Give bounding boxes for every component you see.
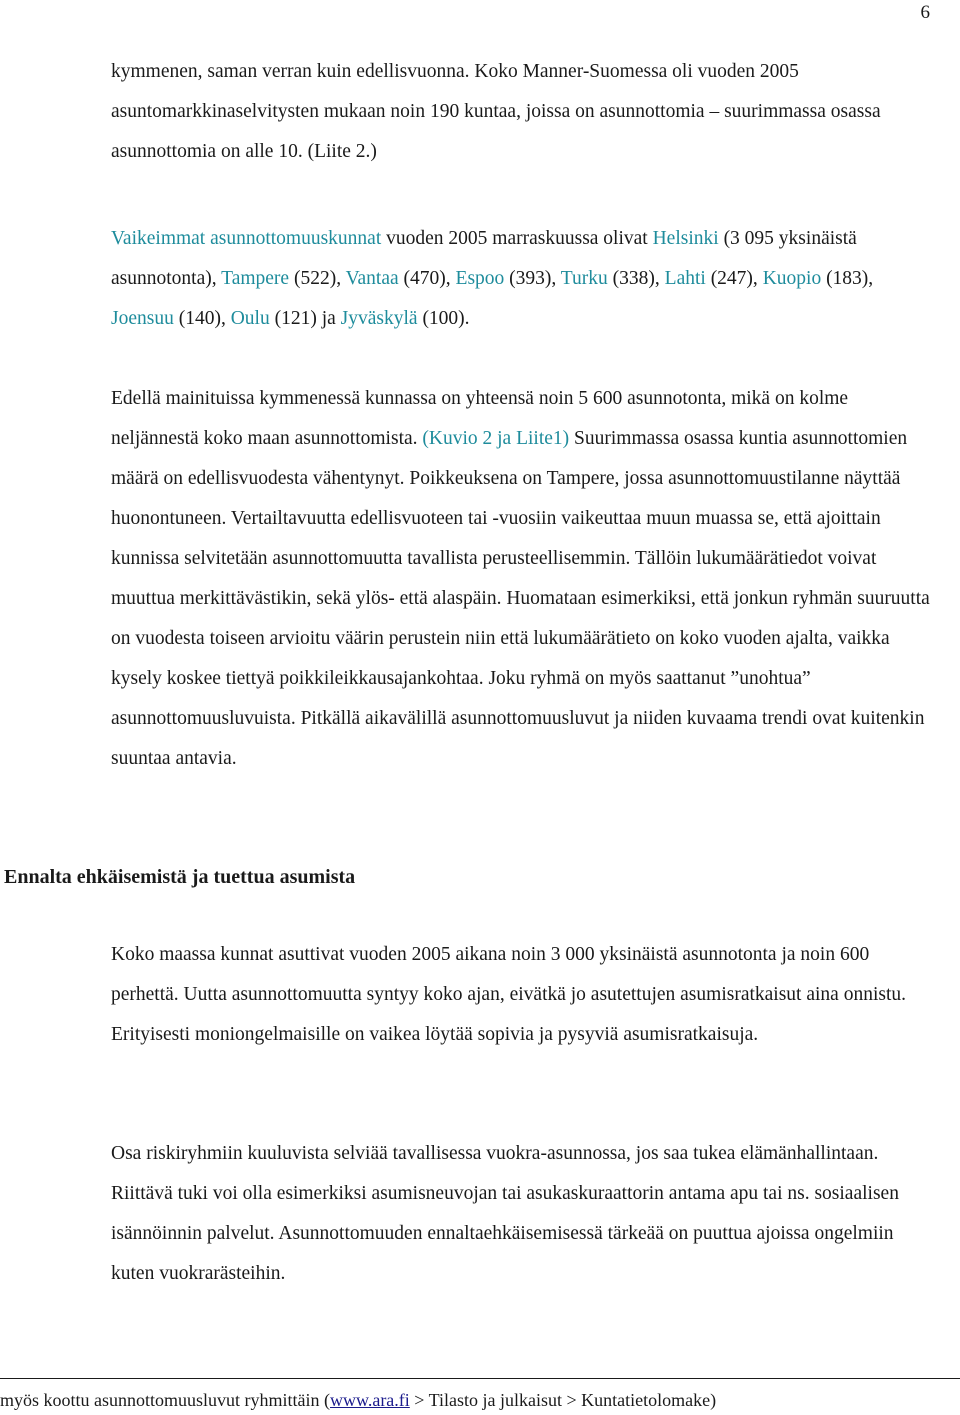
link-kuvio-2-ja-liite1[interactable]: (Kuvio 2 ja Liite1) xyxy=(422,428,570,449)
paragraph-4-text: Koko maassa kunnat asuttivat vuoden 2005 aikana noin 3 000 yksinäistä asunnotonta ja noin 600 perhettä. Uutta asunnottomuutta syntyy koko ajan, eivätkä jo asutettujen asumisratkaisut aina onnistu. Erityisesti moniongelmaisille on vaikea löytää sopivia ja pysyviä asumisratkaisuja. xyxy=(111,944,906,1045)
footnote xyxy=(0,1388,716,1412)
text-span: vuoden 2005 marraskuussa olivat xyxy=(381,228,653,249)
paragraph-1 xyxy=(111,52,933,172)
text-span: (183), xyxy=(821,268,874,289)
text-span: (121) ja xyxy=(269,308,341,329)
paragraph-1-text: kymmenen, saman verran kuin edellisvuonna. Koko Manner-Suomessa oli vuoden 2005 asuntomarkkinaselvitysten mukaan noin 190 kuntaa, joissa on asunnottomia – suurimmassa osassa asunnottomia on alle 10. (Liite 2.) xyxy=(111,61,881,162)
link-lahti[interactable]: Lahti xyxy=(664,268,706,289)
text-span: (522), xyxy=(289,268,346,289)
page-number: 6 xyxy=(920,2,930,23)
link-helsinki[interactable]: Helsinki xyxy=(652,228,719,249)
text-span: (393), xyxy=(504,268,561,289)
link-jyvaskyla[interactable]: Jyväskylä xyxy=(340,308,418,329)
text-span: (3 095 yksinäistä asunnotonta), xyxy=(111,228,857,289)
paragraph-4 xyxy=(111,935,933,1055)
link-kuopio[interactable]: Kuopio xyxy=(762,268,822,289)
footnote-link-ara[interactable]: www.ara.fi xyxy=(330,1390,410,1410)
text-span: (338), xyxy=(607,268,665,289)
footnote-text-end: > Tilasto ja julkaisut > Kuntatietolomake) xyxy=(409,1390,717,1410)
footer-divider xyxy=(0,1378,960,1379)
text-span: (140), xyxy=(173,308,231,329)
link-oulu[interactable]: Oulu xyxy=(230,308,270,329)
link-vantaa[interactable]: Vantaa xyxy=(345,268,399,289)
text-span: (100). xyxy=(417,308,470,329)
paragraph-5 xyxy=(111,1134,933,1294)
text-span: (247), xyxy=(705,268,763,289)
link-tampere[interactable]: Tampere xyxy=(221,268,290,289)
link-vaikeimmat[interactable]: Vaikeimmat asunnottomuuskunnat xyxy=(111,228,382,249)
link-espoo[interactable]: Espoo xyxy=(455,268,505,289)
paragraph-5-text: Osa riskiryhmiin kuuluvista selviää tavallisessa vuokra-asunnossa, jos saa tukea elämänhallintaan. Riittävä tuki voi olla esimerkiksi asumisneuvojan tai asukaskuraattorin antama apu tai ns. sosiaalisen isännöinnin palvelut. Asunnottomuuden ennaltaehkäisemisessä tärkeää on puuttua ajoissa ongelmiin kuten vuokrarästeihin. xyxy=(111,1143,899,1284)
link-joensuu[interactable]: Joensuu xyxy=(111,308,174,329)
section-heading: Ennalta ehkäisemistä ja tuettua asumista xyxy=(4,866,356,888)
text-span: Suurimmassa osassa kuntia asunnottomien määrä on edellisvuodesta vähentynyt. Poikkeuksena on Tampere, jossa asunnottomuustilanne näyttää huonontuneen. Vertailtavuutta edellisvuoteen tai -vuosiin vaikeuttaa muun muassa se, että ajoittain kunnissa selvitetään asunnottomuutta tavallista perusteellisemmin. Tällöin lukumäärätiedot voivat muuttua merkittävästikin, sekä ylös- että alaspäin. Huomataan esimerkiksi, että jonkun ryhmän suuruutta on vuodesta toiseen arvioitu väärin perustein niin että lukumäärätieto on koko vuoden ajalta, vaikka kysely koskee tiettyä poikkileikkausajankohtaa. Joku ryhmä on myös saattanut ”unohtua” asunnottomuusluvuista. Pitkällä aikavälillä asunnottomuusluvut ja niiden kuvaama trendi ovat kuitenkin suuntaa antavia. xyxy=(111,428,930,769)
footnote-text: myös koottu asunnottomuusluvut ryhmittäin ( xyxy=(0,1390,330,1410)
text-span: Edellä mainituissa kymmenessä kunnassa on yhteensä noin 5 600 asunnotonta, mikä on kolme neljännestä koko maan asunnottomista. xyxy=(111,388,849,449)
link-turku[interactable]: Turku xyxy=(560,268,608,289)
paragraph-2 xyxy=(111,219,933,339)
text-span: (470), xyxy=(398,268,456,289)
paragraph-3 xyxy=(111,379,933,779)
